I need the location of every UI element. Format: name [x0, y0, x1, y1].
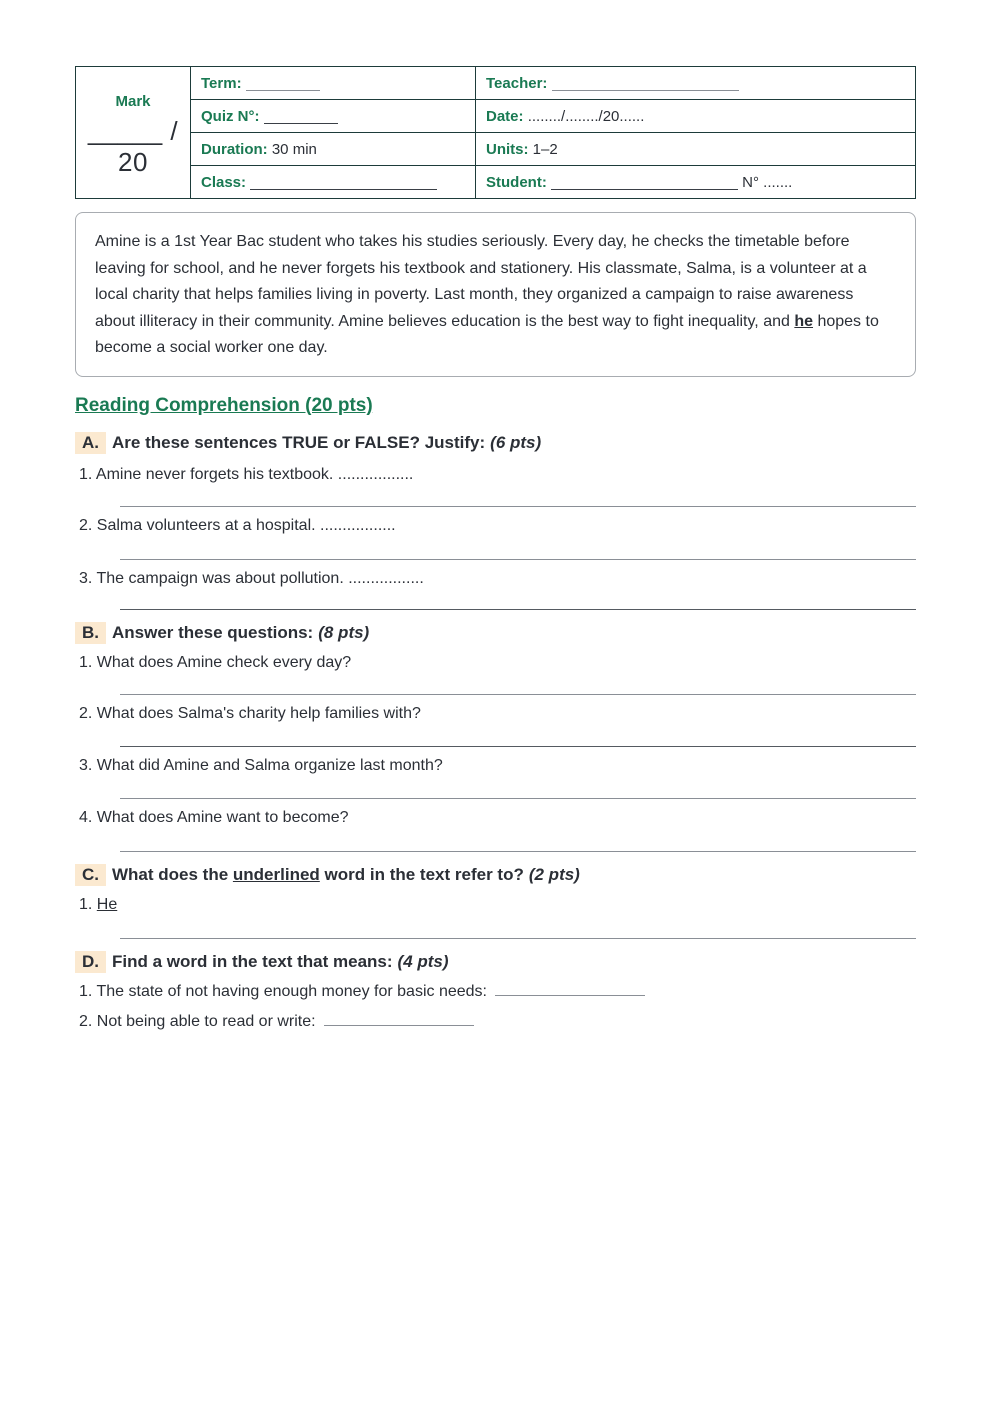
duration-label: Duration:	[201, 140, 268, 158]
quiz-number-label: Quiz N°:	[201, 107, 260, 125]
section-c-title-before: What does the	[112, 864, 229, 884]
section-a-heading	[75, 432, 916, 454]
section-b-title: Answer these questions:	[112, 622, 314, 642]
teacher-cell	[476, 67, 916, 100]
student-cell	[476, 166, 916, 199]
question-d1-text: 1. The state of not having enough money for basic needs:	[79, 982, 487, 1000]
student-label: Student:	[486, 173, 547, 191]
date-label: Date:	[486, 107, 524, 125]
section-b-points: (8 pts)	[318, 622, 370, 642]
answer-line-b4[interactable]	[120, 827, 916, 852]
answer-line-b3[interactable]	[120, 775, 916, 799]
answer-line-c1[interactable]	[120, 914, 916, 939]
teacher-field[interactable]	[552, 76, 739, 91]
class-field[interactable]	[250, 175, 437, 190]
term-cell	[191, 67, 476, 100]
section-d-letter: D.	[75, 951, 106, 973]
section-a-letter: A.	[75, 432, 106, 454]
units-value: 1–2	[532, 140, 558, 158]
question-d1	[75, 983, 916, 1001]
question-a3: 3. The campaign was about pollution. .................	[79, 569, 424, 587]
units-label: Units:	[486, 140, 529, 158]
section-c-points: (2 pts)	[528, 864, 580, 884]
question-a2: 2. Salma volunteers at a hospital. .................	[79, 516, 396, 534]
question-a1: 1. Amine never forgets his textbook. .................	[79, 465, 414, 483]
duration-value: 30 min	[271, 140, 317, 158]
section-d-title: Find a word in the text that means:	[112, 951, 393, 971]
mark-label: Mark	[115, 93, 151, 110]
quiz-page	[75, 66, 916, 1031]
passage-text-after: hopes to become a social worker one day.	[95, 312, 879, 356]
section-c-title-underlined: underlined	[232, 864, 320, 884]
quiz-number-cell	[191, 100, 476, 133]
question-b4: 4. What does Amine want to become?	[79, 808, 349, 826]
duration-cell	[191, 133, 476, 166]
class-label: Class:	[201, 173, 247, 191]
answer-line-b2[interactable]	[120, 723, 916, 747]
question-d2-text: 2. Not being able to read or write:	[79, 1012, 316, 1030]
mark-score: _____ / 20	[87, 116, 179, 177]
question-b2: 2. What does Salma's charity help families with?	[79, 704, 421, 722]
section-d-points: (4 pts)	[397, 951, 449, 971]
section-c-heading	[75, 864, 916, 886]
quiz-number-field[interactable]	[264, 109, 338, 124]
section-title: Reading Comprehension (20 pts)	[75, 394, 373, 416]
section-c-letter: C.	[75, 864, 106, 886]
class-cell	[191, 166, 476, 199]
passage-underlined-word: he	[794, 312, 814, 330]
answer-line-a1[interactable]	[120, 484, 916, 507]
question-b1: 1. What does Amine check every day?	[79, 653, 352, 671]
student-number[interactable]: N° .......	[742, 173, 793, 191]
passage-text-before: Amine is a 1st Year Bac student who takes his studies seriously. Every day, he checks the timetable before leaving for school, and he never forgets his textbook and stationery. His classmate, Salma, is a volunteer at a local charity that helps families living in poverty. Last month, they organized a campaign to raise awareness about illiteracy in their community. Amine believes education is the best way to fight inequality, and	[95, 233, 867, 330]
answer-line-a2[interactable]	[120, 535, 916, 560]
section-a-title: Are these sentences TRUE or FALSE? Justify:	[112, 432, 486, 452]
units-cell	[476, 133, 916, 166]
mark-cell	[76, 67, 191, 199]
date-cell	[476, 100, 916, 133]
section-c-title-after: word in the text refer to?	[324, 864, 524, 884]
question-c1-number: 1.	[79, 895, 93, 913]
answer-blank-d2[interactable]	[324, 1025, 474, 1026]
answer-line-a3[interactable]	[120, 588, 916, 610]
question-c1-word: He	[96, 895, 118, 913]
question-c1	[75, 896, 916, 914]
section-b-letter: B.	[75, 622, 106, 644]
reading-passage	[75, 212, 916, 377]
section-d-heading	[75, 951, 916, 973]
date-value[interactable]: ......../......../20......	[527, 107, 645, 125]
term-field[interactable]	[246, 76, 320, 91]
answer-blank-d1[interactable]	[495, 995, 645, 996]
header-table	[75, 66, 916, 199]
section-a-points: (6 pts)	[490, 432, 542, 452]
section-b-heading	[75, 622, 916, 644]
student-field[interactable]	[551, 175, 738, 190]
teacher-label: Teacher:	[486, 74, 548, 92]
question-d2	[75, 1013, 916, 1031]
question-b3: 3. What did Amine and Salma organize last month?	[79, 756, 443, 774]
answer-line-b1[interactable]	[120, 672, 916, 695]
term-label: Term:	[201, 74, 242, 92]
